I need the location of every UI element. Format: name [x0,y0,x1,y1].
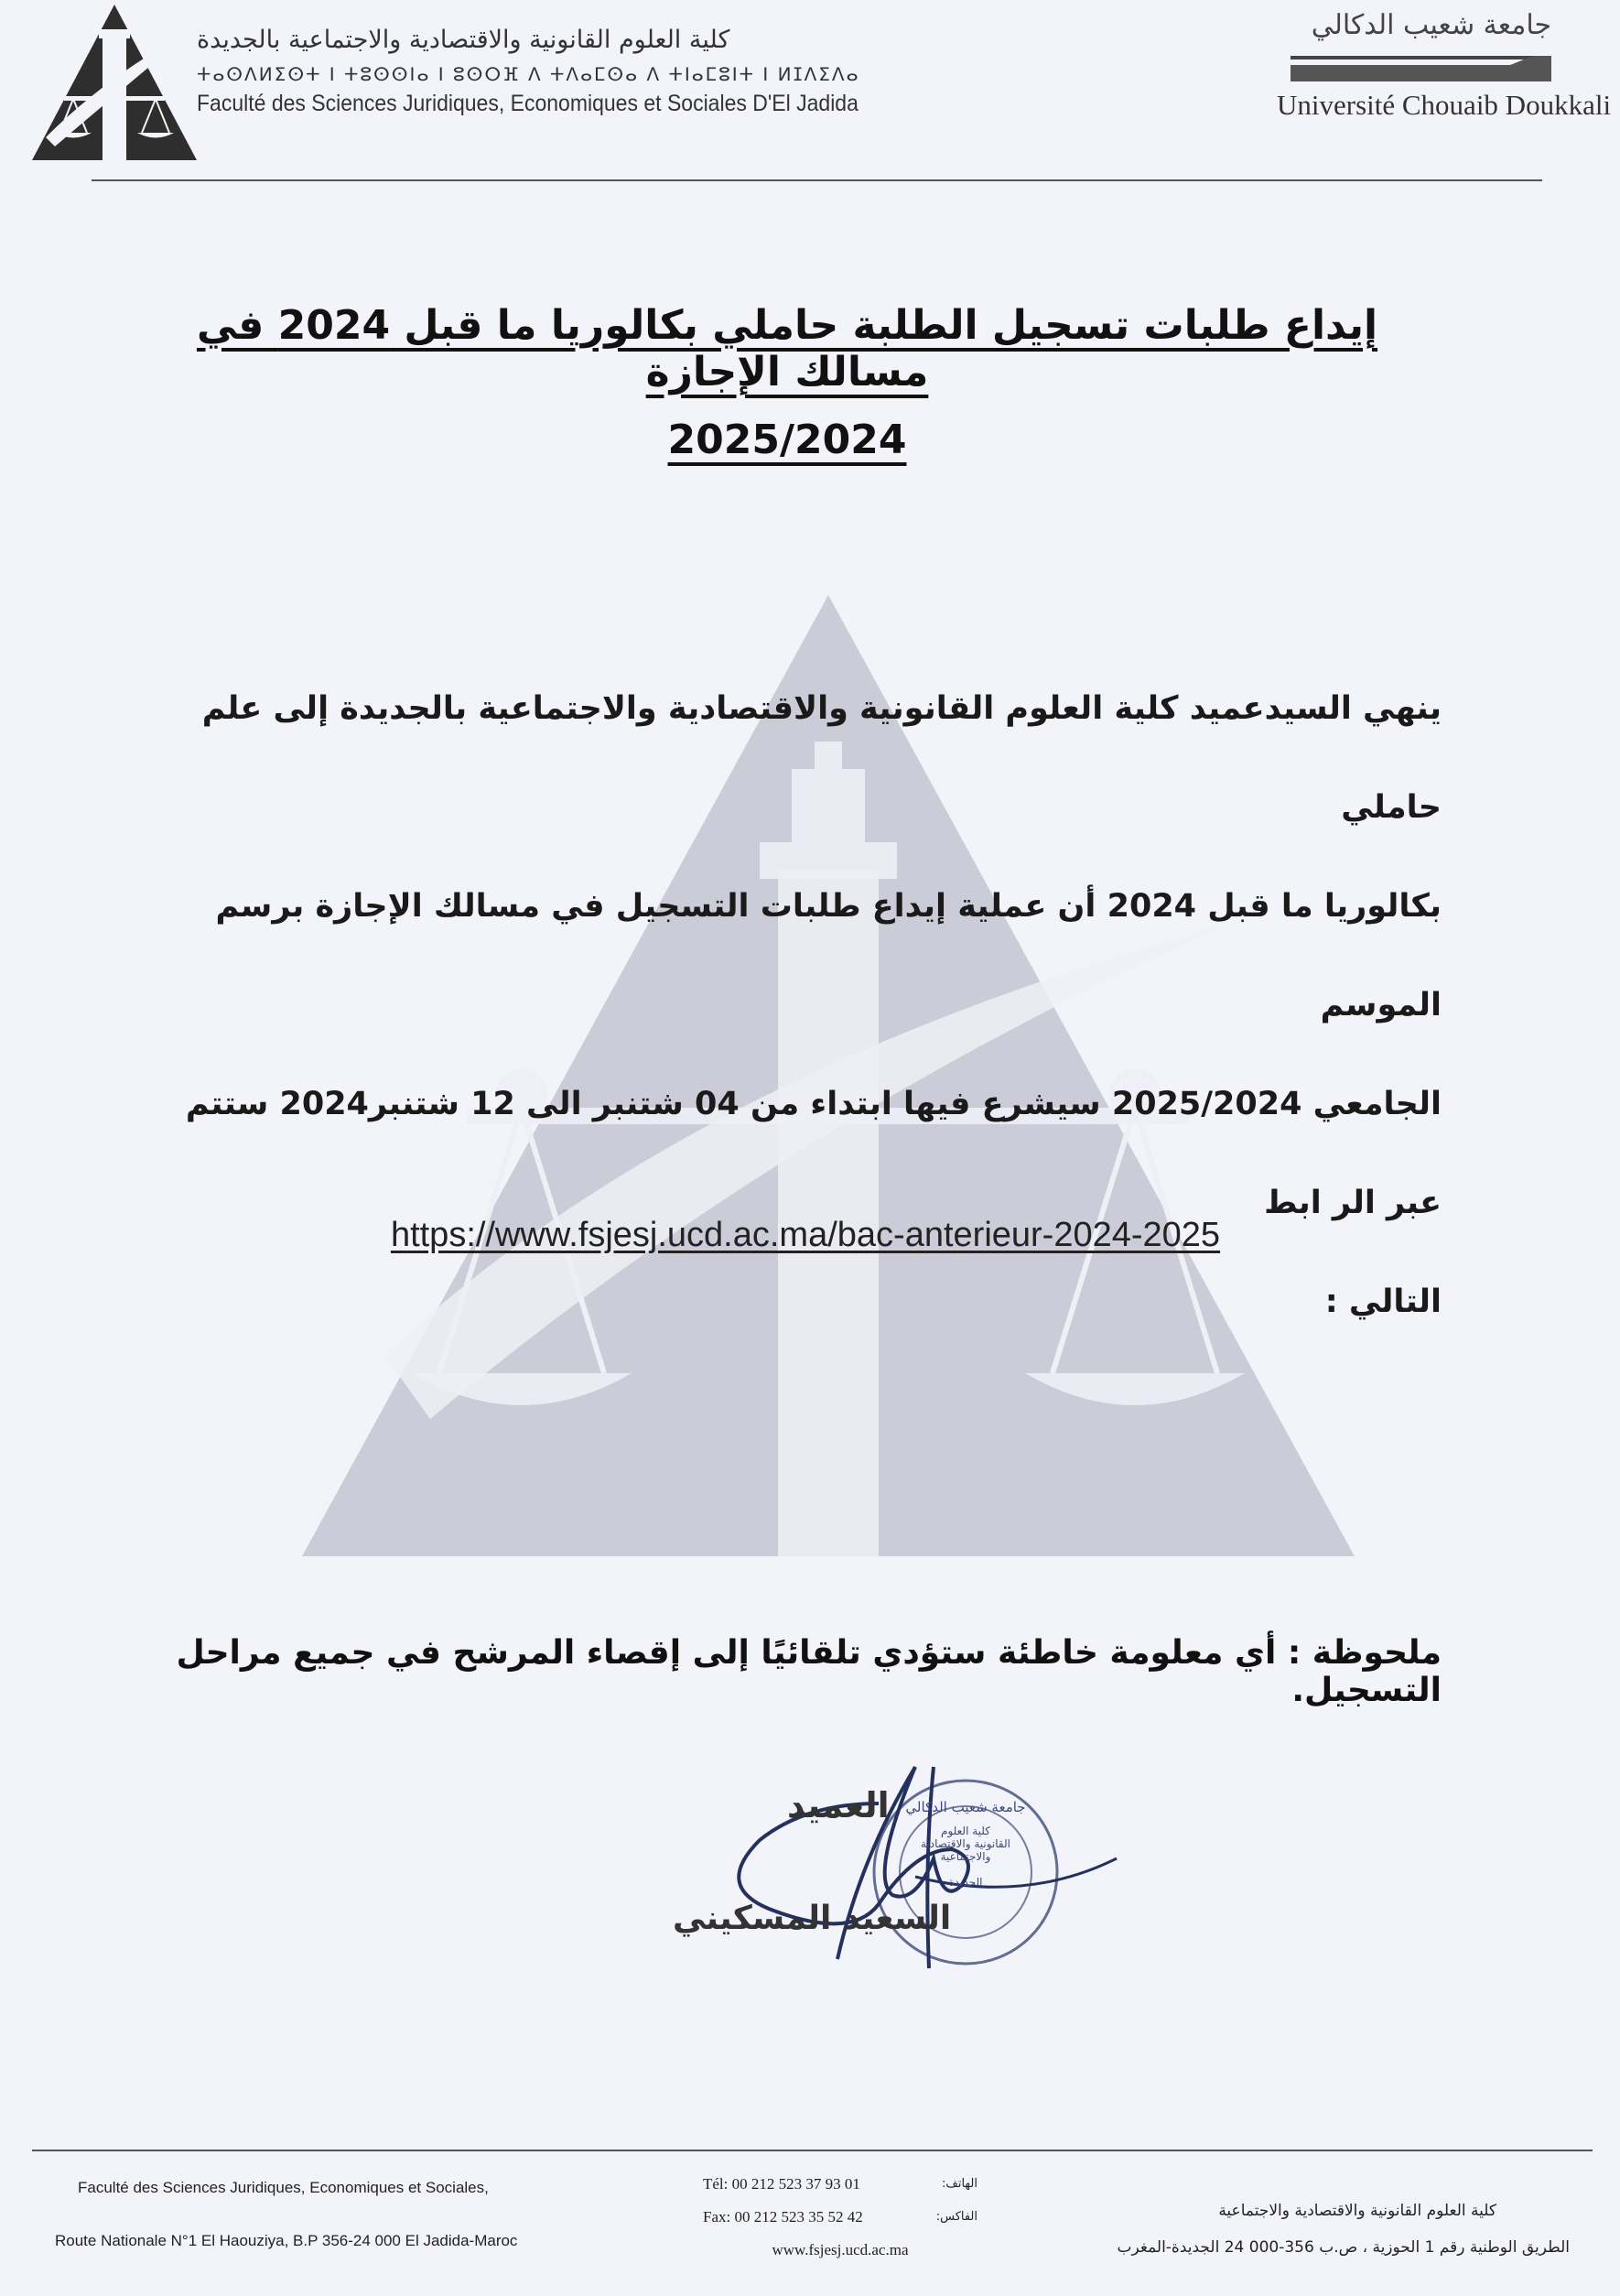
body-line: التالي : [1324,1283,1442,1320]
registration-link[interactable]: https://www.fsjesj.ucd.ac.ma/bac-anterieur-2024-2025 [390,1216,1221,1254]
body-line: ينهي السيدعميد كلية العلوم القانونية والاقتصادية والاجتماعية بالجديدة إلى علم حاملي [201,690,1442,826]
stamp-ring-text: جامعة شعيب الدكالي [905,1799,1026,1815]
stamp-text-line: الجديدة [948,1876,983,1889]
university-logo [1291,49,1551,85]
faculty-logo [27,0,201,169]
footer-address-fr-line1: Faculté des Sciences Juridiques, Economiques et Sociales, [78,2179,489,2196]
faculty-name-block [197,26,860,117]
faculty-name-tifinagh: ⵜⴰⵙⴷⵍⵉⵙⵜ ⵏ ⵜⵓⵙⵙⵏⴰ ⵏ ⵓⵙⵔⴼ ⴷ ⵜⴷⴰⵎⵙⴰ ⴷ ⵜⵏⴰⵎⵓⵏⵜ ⵏ ⵍⵊⴷⵉⴷⴰ [197,63,860,85]
warning-note: ملحوظة : أي معلومة خاطئة ستؤدي تلقائيًا إلى إقصاء المرشح في جميع مراحل التسجيل. [176,1634,1442,1709]
footer-address-fr [55,2179,531,2250]
footer-fax: Fax: 00 212 523 35 52 42 [703,2208,863,2226]
footer-divider [32,2150,1593,2151]
faculty-name-fr: Faculté des Sciences Juridiques, Economiques et Sociales D'El Jadida [197,91,859,116]
body-line: بكالوريا ما قبل 2024 أن عملية إيداع طلبات التسجيل في مسالك الإجازة برسم الموسم [215,888,1442,1023]
footer-address-ar-line2: الطريق الوطنية رقم 1 الحوزية ، ص.ب 356-000 24 الجديدة-المغرب [1117,2238,1570,2257]
footer-address-ar-line1: كلية العلوم القانونية والاقتصادية والاجتماعية [1218,2202,1496,2220]
university-name-ar: جامعة شعيب الدكالي [1311,9,1551,41]
university-name-fr: Université Chouaib Doukkali [1277,89,1612,121]
footer-website[interactable]: www.fsjesj.ucd.ac.ma [772,2241,909,2258]
document-title-year: 2025/2024 [667,417,907,463]
header-divider [92,179,1542,181]
stamp-text [897,1799,1034,1889]
footer-phone-label-ar: الهاتف: [942,2177,977,2191]
footer-phone: Tél: 00 212 523 37 93 01 [703,2175,860,2193]
faculty-name-ar: كلية العلوم القانونية والاقتصادية والاجتماعية بالجديدة [197,26,730,54]
body-line: الجامعي 2025/2024 سيشرع فيها ابتداء من 04 شتنبر الى 12 شتنبر2024 ستتم عبر الر ابط [185,1086,1442,1221]
footer-contact [703,2168,977,2267]
footer-fax-label-ar: الفاكس: [935,2210,977,2224]
university-block [1277,9,1612,122]
document-title: إيداع طلبات تسجيل الطلبة حاملي بكالوريا ما قبل 2024 في مسالك الإجازة [196,302,1378,395]
footer-address-ar [1094,2193,1570,2266]
footer-address-fr-line2: Route Nationale N°1 El Haouziya, B.P 356-24 000 El Jadida-Maroc [55,2232,518,2249]
stamp-text-line: كلية العلوم [941,1825,990,1837]
stamp-text-line: والاجتماعية [940,1850,991,1863]
dean-title: العميد [787,1785,890,1825]
dean-name: السعيد المسكيني [673,1900,952,1937]
stamp-text-line: القانونية والاقتصادية [921,1837,1010,1850]
